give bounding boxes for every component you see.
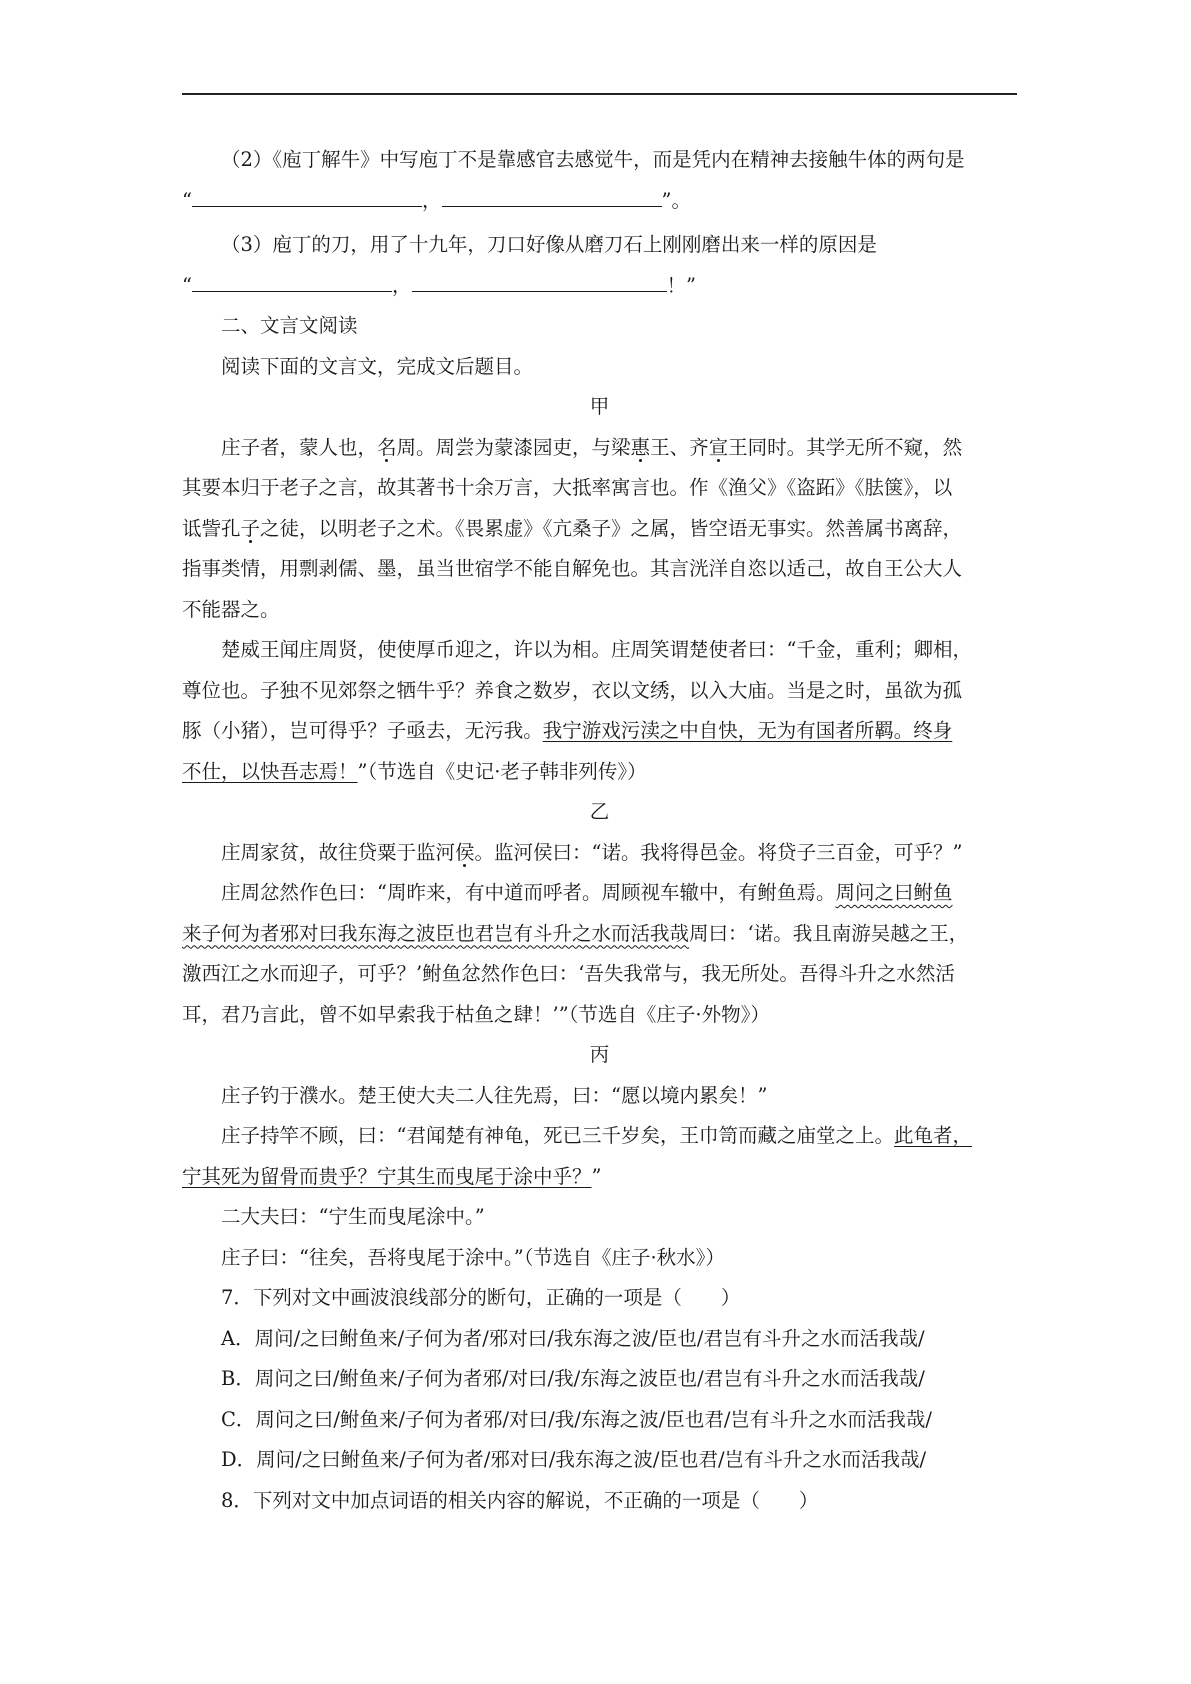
passage-jia xyxy=(182,428,1017,793)
passage-line: 宁其死为留骨而贵乎？宁其生而曳尾于涂中乎？” xyxy=(182,1164,602,1188)
passage-jia-title: 甲 xyxy=(589,395,610,418)
underlined-sentence: 宁其死为留骨而贵乎？宁其生而曳尾于涂中乎？ xyxy=(182,1164,592,1188)
question-7-option-a[interactable]: A．周问/之曰鲋鱼来/子何为者/邪对曰/我东海之波/臣也/君岂有斗升之水而活我哉/ xyxy=(221,1326,925,1350)
questions xyxy=(182,1278,1017,1521)
underlined-sentence: 此龟者， xyxy=(893,1124,972,1147)
wavy-underlined-text: 周问之曰鲋鱼 xyxy=(835,881,953,904)
question-2-prompt: （2）《庖丁解牛》中写庖丁不是靠感官去感觉牛，而是凭内在精神去接触牛体的两句是 xyxy=(221,148,965,171)
dotted-word: 名 xyxy=(377,435,397,459)
question-8: 8．下列对文中加点词语的相关内容的解说，不正确的一项是（ ） xyxy=(221,1488,819,1512)
passage-line: 耳，君乃言此，曾不如早索我于枯鱼之肆！’”（节选自《庄子·外物》） xyxy=(182,1002,770,1026)
document-page xyxy=(182,140,1017,1521)
question-7: 7．下列对文中画波浪线部分的断句，正确的一项是（ ） xyxy=(221,1286,741,1309)
passage-yi-title: 乙 xyxy=(589,800,610,823)
passage-line: 不仕，以快吾志焉！”（节选自《史记·老子韩非列传》） xyxy=(182,759,647,783)
passage-line: 激西江之水而迎子，可乎？’鲋鱼忿然作色曰：‘吾失我常与，我无所处。吾得斗升之水然活 xyxy=(182,962,955,985)
passage-line: 豚（小猪），岂可得乎？子亟去，无污我。我宁游戏污渎之中自快，无为有国者所羁。终身 xyxy=(182,719,953,742)
question-3-answer-line: “ ， ！” xyxy=(182,273,696,297)
passage-line: 庄周忿然作色曰：“周昨来，有中道而呼者。周顾视车辙中，有鲋鱼焉。周问之曰鲋鱼 xyxy=(221,881,953,904)
passage-line: 尊位也。子独不见郊祭之牺牛乎？养食之数岁，衣以文绣，以入大庙。当是之时，虽欲为孤 xyxy=(182,678,963,702)
dotted-word: 侯 xyxy=(455,840,475,864)
passage-bing xyxy=(182,1076,1017,1279)
section-instruction: 阅读下面的文言文，完成文后题目。 xyxy=(221,354,534,378)
answer-blank[interactable] xyxy=(192,273,392,292)
passage-line: 庄子持竿不顾，曰：“君闻楚有神龟，死已三千岁矣，王巾笥而藏之庙堂之上。此龟者， xyxy=(221,1124,972,1147)
dotted-word: 宣 xyxy=(708,435,729,459)
passage-line: 指事类情，用剽剥儒、墨，虽当世宿学不能自解免也。其言洸洋自恣以适己，故自王公大人 xyxy=(182,557,963,580)
passage-line: 来子何为者邪对曰我东海之波臣也君岂有斗升之水而活我哉周曰：‘诺。我且南游吴越之王， xyxy=(182,921,969,945)
question-3-prompt: （3）庖丁的刀，用了十九年，刀口好像从磨刀石上刚刚磨出来一样的原因是 xyxy=(221,233,877,256)
passage-line: 二大夫曰：“宁生而曳尾涂中。” xyxy=(221,1205,485,1228)
underlined-sentence: 我宁游戏污渎之中自快，无为有国者所羁。终身 xyxy=(542,719,953,742)
passage-line: 庄子者，蒙人也，名周。周尝为蒙漆园吏，与梁惠王、齐宣王同时。其学无所不窥，然 xyxy=(221,435,963,459)
passage-line: 诋訾孔子之徒，以明老子之术。《畏累虚》《亢桑子》之属，皆空语无事实。然善属书离辞， xyxy=(182,516,963,540)
passage-bing-title: 丙 xyxy=(589,1043,610,1066)
passage-line: 庄子钓于濮水。楚王使大夫二人往先焉，曰：“愿以境内累矣！” xyxy=(221,1083,768,1107)
question-7-option-d[interactable]: D．周问/之曰鲋鱼来/子何为者/邪对曰/我东海之波/臣也君/岂有斗升之水而活我哉/ xyxy=(221,1448,927,1471)
question-7-option-b[interactable]: B．周问之曰/鲋鱼来/子何为者邪/对曰/我/东海之波臣也/君岂有斗升之水而活我哉/ xyxy=(221,1367,925,1390)
passage-yi xyxy=(182,833,1017,1036)
wavy-underlined-text: 来子何为者邪对曰我东海之波臣也君岂有斗升之水而活我哉 xyxy=(182,921,690,945)
underlined-sentence: 不仕，以快吾志焉！ xyxy=(182,759,358,783)
header-rule xyxy=(182,93,1017,95)
dotted-word: 惠 xyxy=(630,435,651,459)
dotted-word: 子 xyxy=(240,516,261,540)
answer-blank[interactable] xyxy=(412,273,667,292)
passage-line: 其要本归于老子之言，故其著书十余万言，大抵率寓言也。作《渔父》《盗跖》《胠箧》，以 xyxy=(182,476,953,499)
question-7-option-c[interactable]: C．周问之曰/鲋鱼来/子何为者邪/对曰/我/东海之波/臣也君/岂有斗升之水而活我哉/ xyxy=(221,1407,932,1431)
passage-line: 庄子曰：“往矣，吾将曳尾于涂中。”（节选自《庄子·秋水》） xyxy=(221,1245,725,1269)
answer-blank[interactable] xyxy=(442,188,662,207)
section-heading: 二、文言文阅读 xyxy=(221,314,358,337)
answer-blank[interactable] xyxy=(192,188,422,207)
passage-line: 庄周家贫，故往贷粟于监河侯。监河侯曰：“诺。我将得邑金。将贷子三百金，可乎？” xyxy=(221,840,963,864)
passage-line: 不能器之。 xyxy=(182,597,280,621)
question-2-answer-line: “ ， ”。 xyxy=(182,188,691,212)
passage-line: 楚威王闻庄周贤，使使厚币迎之，许以为相。庄周笑谓楚使者曰：“千金，重利；卿相， xyxy=(221,638,972,661)
